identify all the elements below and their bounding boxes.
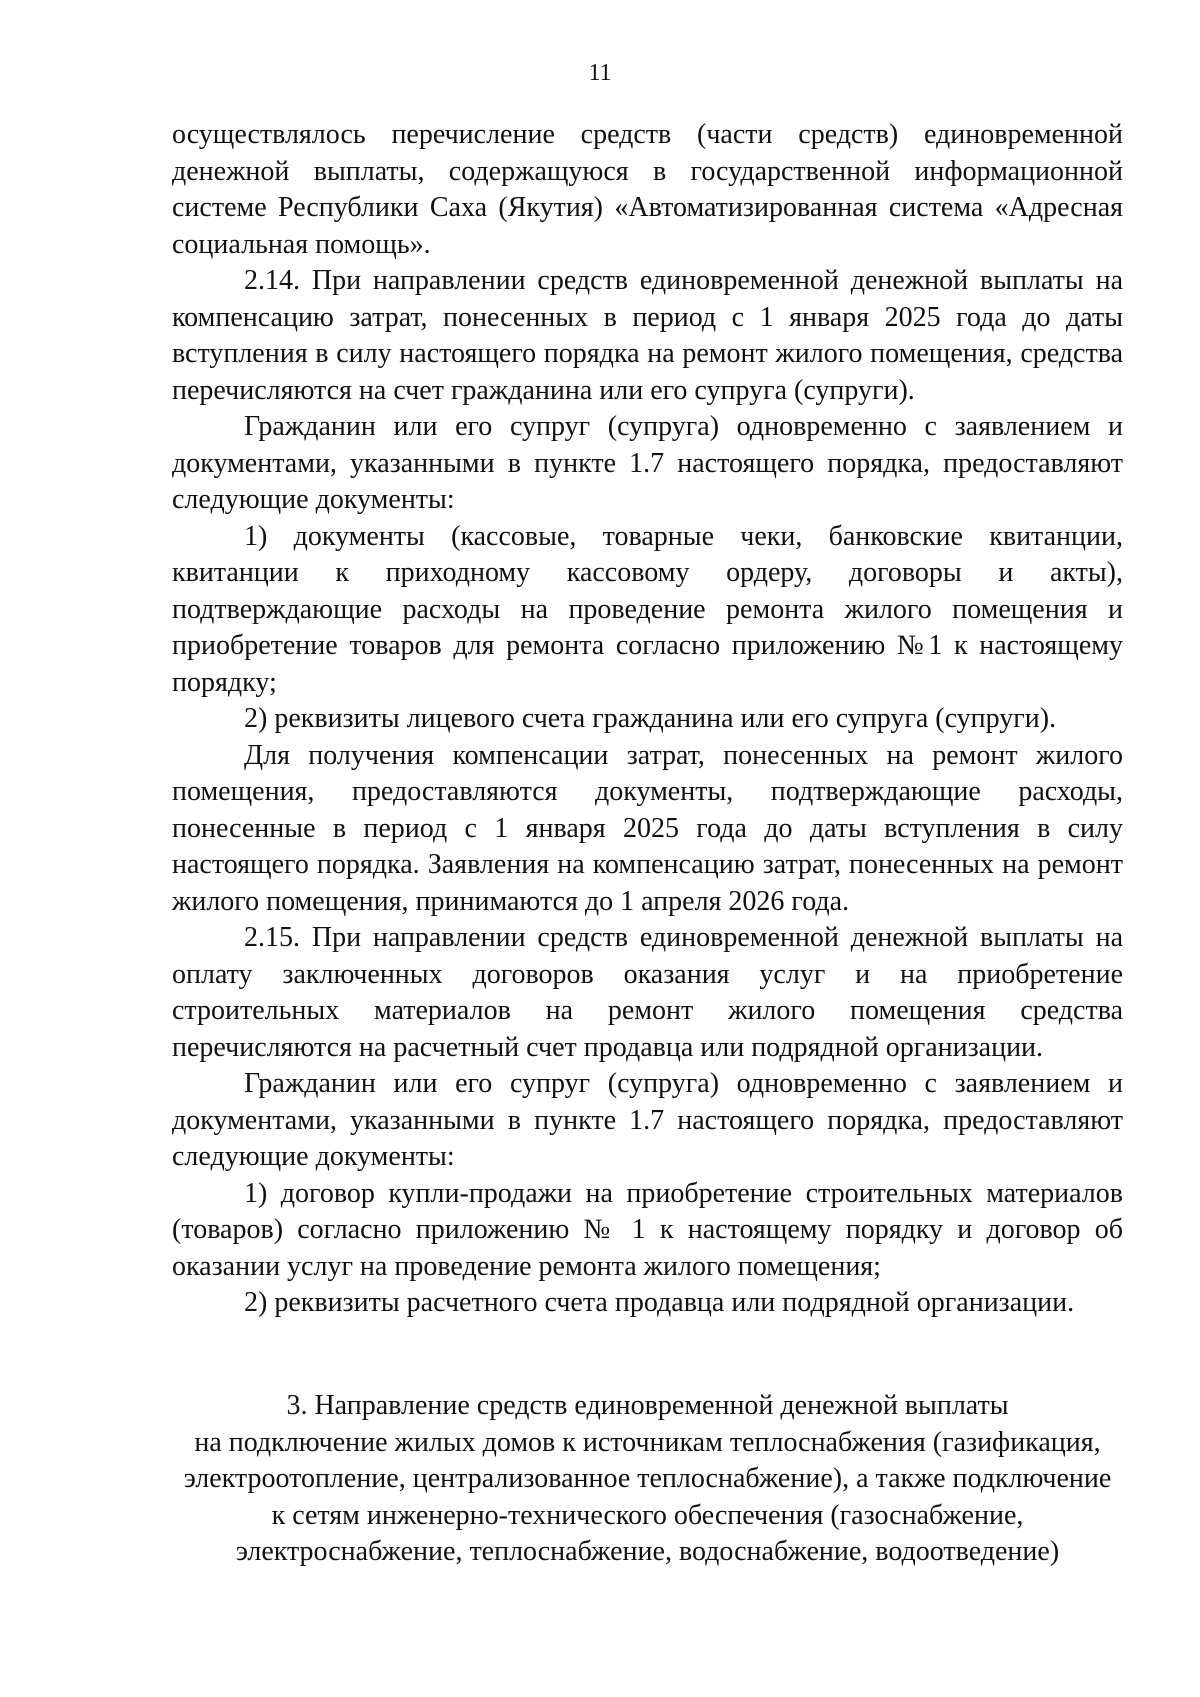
section-3-heading-line: 3. Направление средств единовременной денежной выплаты — [286, 1390, 1009, 1421]
list-item-1-contract: 1) договор купли-продажи на приобретение строительных материалов (товаров) согласно приложению № 1 к настоящему порядку и договор об оказании услуг на проведение ремонта жилого помещения; — [172, 1177, 1123, 1282]
section-3-heading-line: на подключение жилых домов к источникам теплоснабжения (газификация, — [194, 1426, 1101, 1458]
paragraph-continuation: осуществлялось перечисление средств (части средств) единовременной денежной выплаты, содержащуюся в государственной информационной системе Республики Саха (Якутия) «Автоматизированная система «Адресная социальная помощь». — [172, 119, 1123, 260]
list-item-1: 1) документы (кассовые, товарные чеки, банковские квитанции, квитанции к приходному кассовому ордеру, договоры и акты), подтверждающие расходы на проведение ремонта жилого помещения и приобретение товаров для ремонта согласно приложению №1 к настоящему порядку; — [172, 520, 1123, 698]
document-body — [172, 117, 1123, 1322]
section-3-heading — [172, 1388, 1123, 1571]
section-3-heading-line: к сетям инженерно-технического обеспечения (газоснабжение, — [271, 1499, 1024, 1531]
section-3-heading-line: электроотопление, централизованное теплоснабжение), а также подключение — [183, 1463, 1112, 1494]
paragraph-documents-intro: Гражданин или его супруг (супруга) одновременно с заявлением и документами, указанными в пункте 1.7 настоящего порядка, предоставляют следующие документы: — [172, 411, 1123, 515]
list-item-2-account: 2) реквизиты расчетного счета продавца или подрядной организации. — [244, 1287, 1075, 1318]
list-item-2: 2) реквизиты лицевого счета гражданина или его супруга (супруги). — [244, 703, 1057, 734]
page-number: 11 — [588, 60, 612, 86]
paragraph-compensation: Для получения компенсации затрат, понесенных на ремонт жилого помещения, предоставляются документы, подтверждающие расходы, понесенные в период с 1 января 2025 года до даты вступления в силу настоящего порядка. Заявления на компенсацию затрат, понесенных на ремонт жилого помещения, принимаются до 1 апреля 2026 года. — [172, 739, 1123, 917]
paragraph-documents-intro-2: Гражданин или его супруг (супруга) одновременно с заявлением и документами, указанными в пункте 1.7 настоящего порядка, предоставляют следующие документы: — [172, 1068, 1123, 1172]
paragraph-2-15: 2.15. При направлении средств единовременной денежной выплаты на оплату заключенных договоров оказания услуг и на приобретение строительных материалов на ремонт жилого помещения средства перечисляются на расчетный счет продавца или подрядной организации. — [172, 922, 1123, 1063]
paragraph-2-14: 2.14. При направлении средств единовременной денежной выплаты на компенсацию затрат, понесенных в период с 1 января 2025 года до даты вступления в силу настоящего порядка на ремонт жилого помещения, средства перечисляются на счет гражданина или его супруга (супруги). — [172, 265, 1123, 406]
section-3-heading-line: электроснабжение, теплоснабжение, водоснабжение, водоотведение) — [235, 1536, 1060, 1567]
